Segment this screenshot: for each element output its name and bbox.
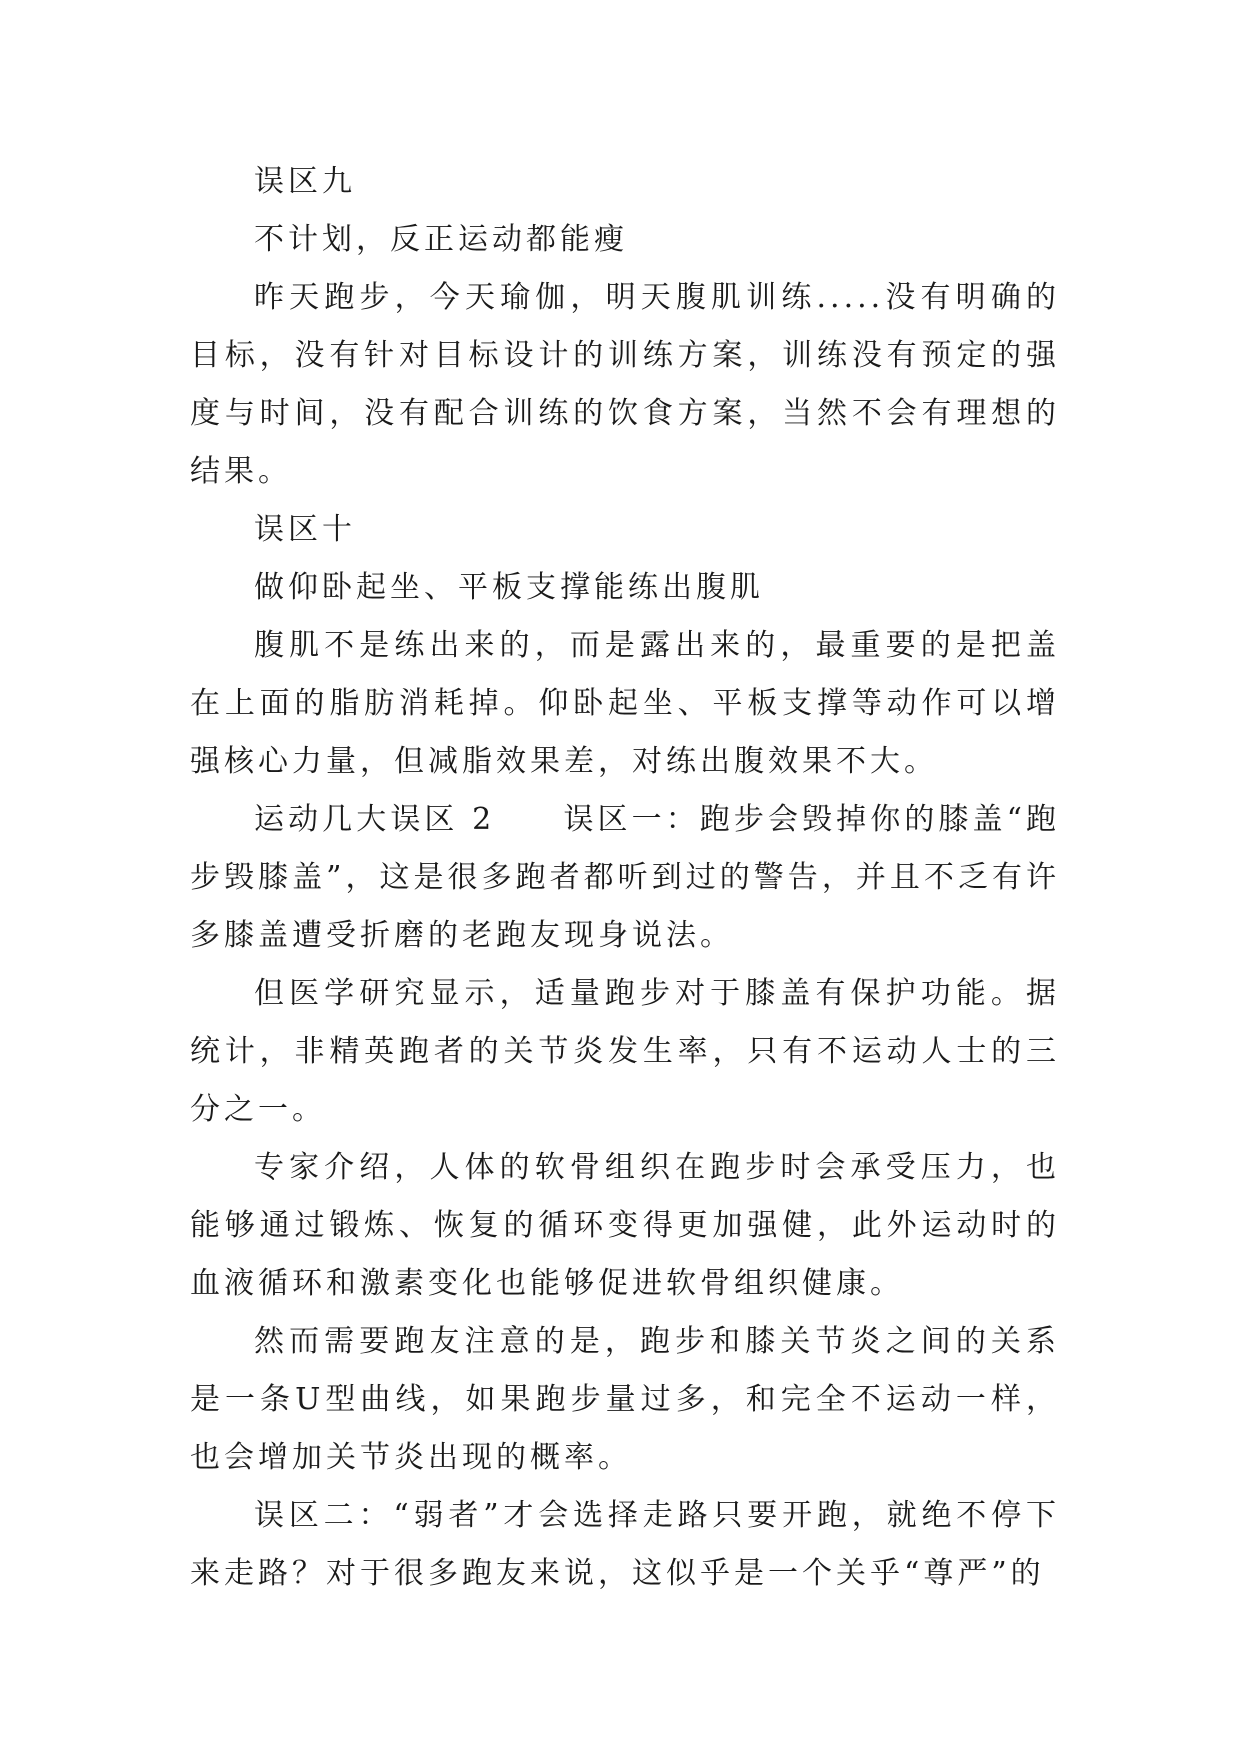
paragraph-no-plan: 昨天跑步，今天瑜伽，明天腹肌训练.....没有明确的目标，没有针对目标设计的训练方案，训练没有预定的强度与时间，没有配合训练的饮食方案，当然不会有理想的结果。 <box>190 280 1060 489</box>
paragraph-walking: 误区二：“弱者”才会选择走路只要开跑，就绝不停下来走路？对于很多跑友来说，这似乎是一个关乎“尊严”的 <box>190 1498 1060 1591</box>
paragraph-u-curve: 然而需要跑友注意的是，跑步和膝关节炎之间的关系是一条U型曲线，如果跑步量过多，和完全不运动一样，也会增加关节炎出现的概率。 <box>190 1324 1060 1475</box>
paragraph-abs: 腹肌不是练出来的，而是露出来的，最重要的是把盖在上面的脂肪消耗掉。仰卧起坐、平板支撑等动作可以增强核心力量，但减脂效果差，对练出腹效果不大。 <box>190 628 1060 779</box>
paragraph-running-knees: 运动几大误区 2 误区一：跑步会毁掉你的膝盖“跑步毁膝盖”，这是很多跑者都听到过的警告，并且不乏有许多膝盖遭受折磨的老跑友现身说法。 <box>190 802 1060 953</box>
document-body <box>190 153 1060 1603</box>
paragraph-expert-intro: 专家介绍，人体的软骨组织在跑步时会承受压力，也能够通过锻炼、恢复的循环变得更加强健，此外运动时的血液循环和激素变化也能够促进软骨组织健康。 <box>190 1150 1060 1301</box>
heading-mistake-10: 误区十 <box>254 512 356 547</box>
heading-mistake-9: 误区九 <box>254 164 356 199</box>
subheading-no-plan: 不计划，反正运动都能瘦 <box>254 222 628 257</box>
subheading-abs: 做仰卧起坐、平板支撑能练出腹肌 <box>254 570 764 605</box>
paragraph-medical-research: 但医学研究显示，适量跑步对于膝盖有保护功能。据统计，非精英跑者的关节炎发生率，只有不运动人士的三分之一。 <box>190 976 1060 1127</box>
